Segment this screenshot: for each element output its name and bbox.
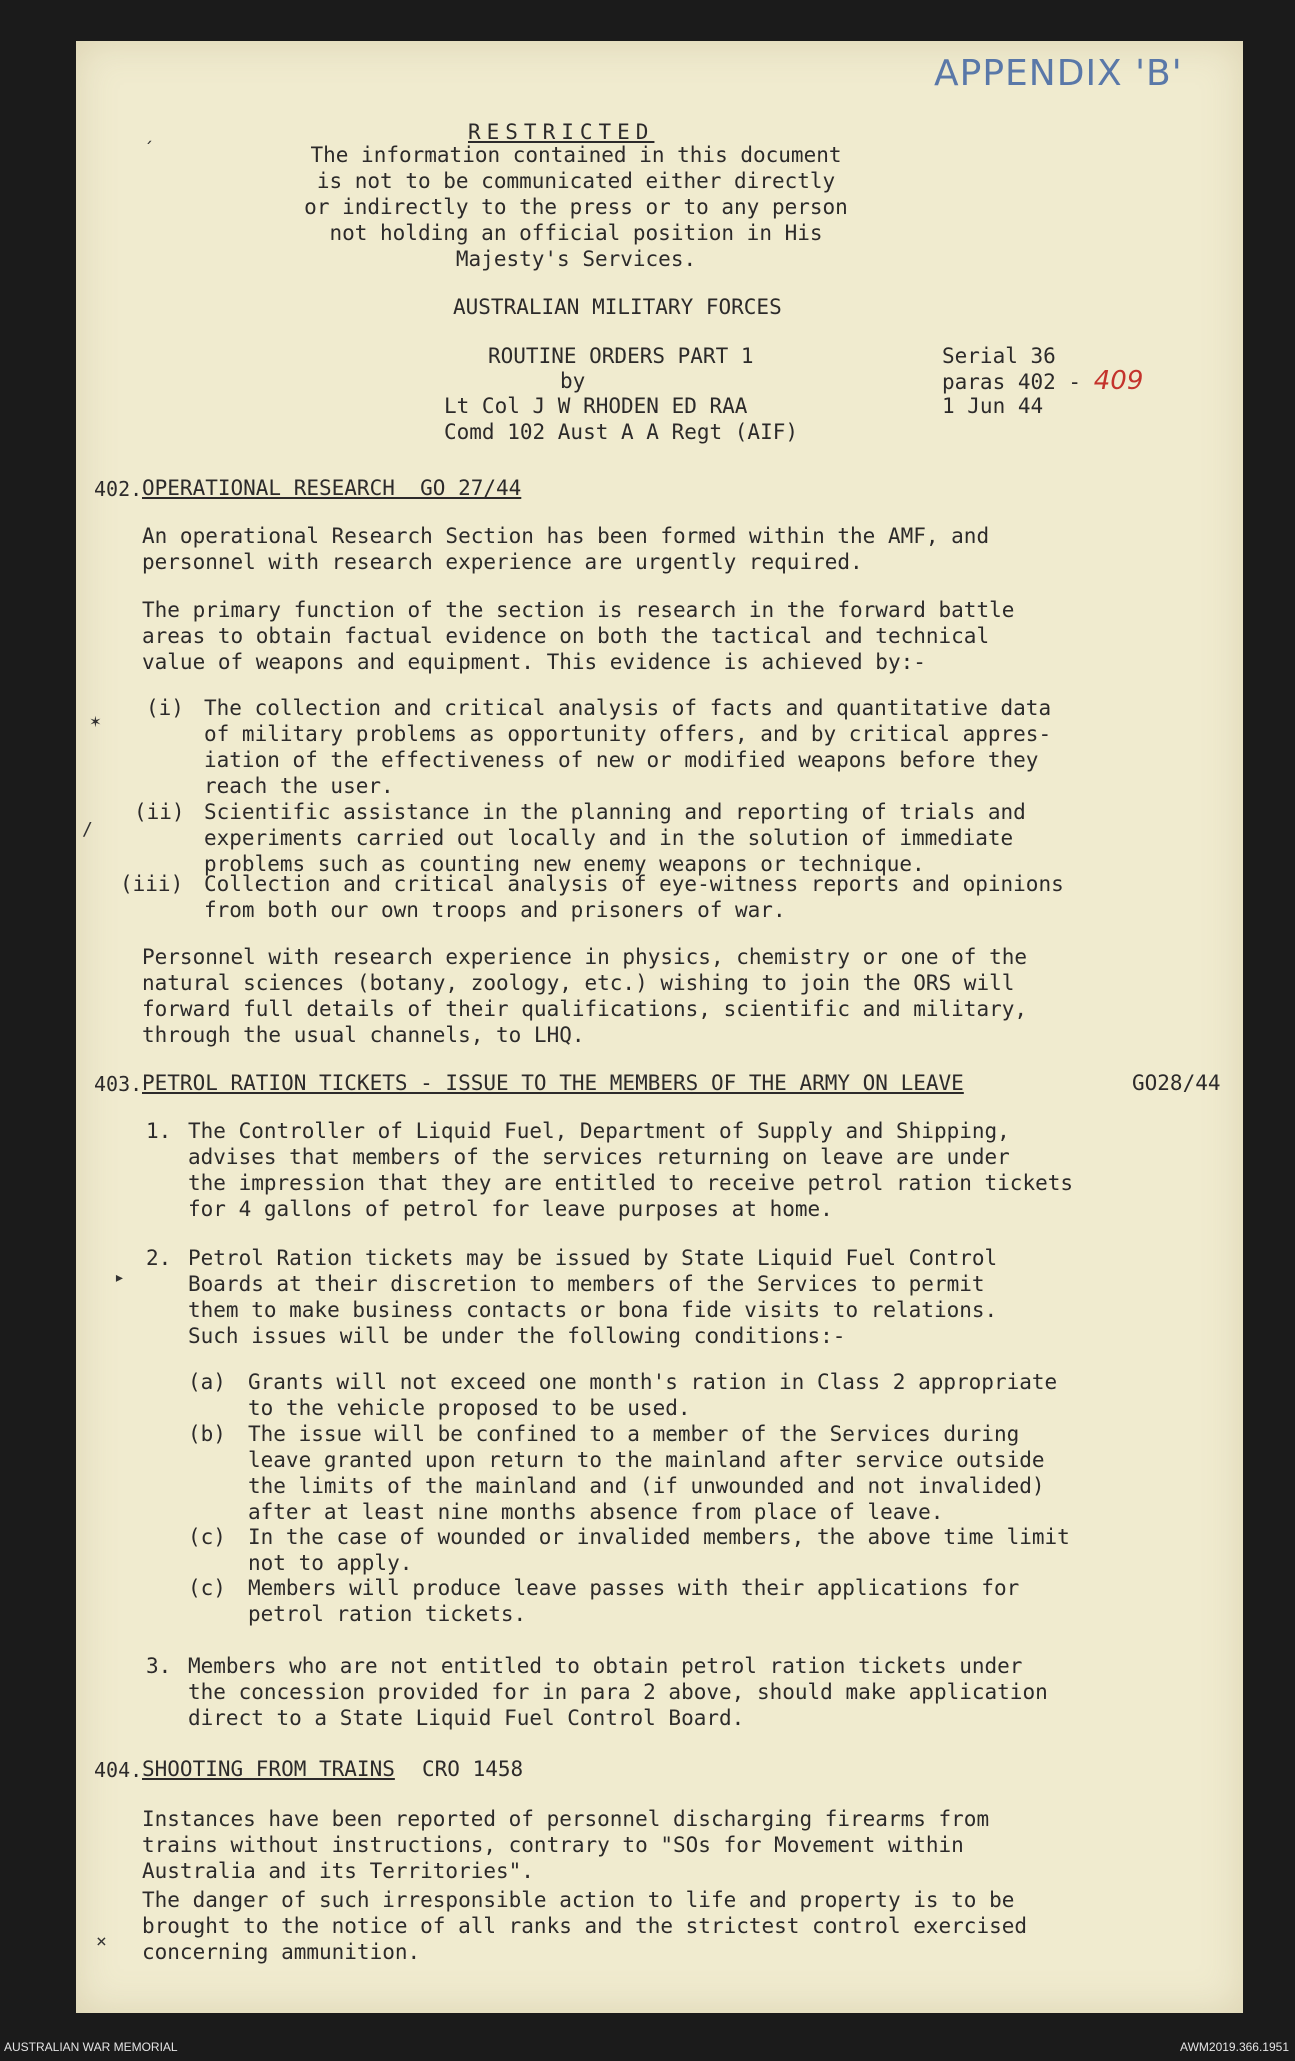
margin-mark: ×: [96, 1931, 107, 1952]
restricted-line: is not to be communicated either directly: [316, 169, 836, 193]
text-line: them to make business contacts or bona fide visits to relations.: [188, 1298, 998, 1322]
condition-d: [248, 1575, 1019, 1627]
text-line: The Controller of Liquid Fuel, Department of Supply and Shipping,: [188, 1119, 1010, 1143]
paras-typed: paras 402 -: [942, 370, 1082, 394]
text-line: from both our own troops and prisoners of war.: [204, 898, 786, 922]
condition-c: [248, 1524, 1070, 1576]
text-line: the limits of the mainland and (if unwounded and not invalided): [248, 1474, 1045, 1498]
paras-range: [942, 368, 1143, 395]
text-line: Members will produce leave passes with their applications for: [248, 1576, 1020, 1600]
margin-mark: /: [82, 819, 93, 840]
item-403-3: [188, 1653, 1048, 1731]
text-line: Such issues will be under the following conditions:-: [188, 1324, 846, 1348]
text-line: Members who are not entitled to obtain petrol ration tickets under: [188, 1654, 1023, 1678]
text-line: The issue will be confined to a member of the Services during: [248, 1422, 1020, 1446]
heading-402: OPERATIONAL RESEARCH GO 27/44: [142, 476, 522, 500]
restricted-line: or indirectly to the press or to any person: [304, 195, 848, 219]
item-number: 3.: [146, 1654, 172, 1678]
restricted-notice: [246, 142, 906, 272]
restricted-line: not holding an official position in His: [329, 221, 823, 245]
text-line: Scientific assistance in the planning and reporting of trials and: [204, 800, 1026, 824]
restricted-title: RESTRICTED: [468, 120, 655, 144]
para-number-404: 404.: [94, 1758, 143, 1782]
text-line: of military problems as opportunity offers, and by critical appres-: [204, 722, 1052, 746]
text-line: Grants will not exceed one month's ration in Class 2 appropriate: [248, 1370, 1058, 1394]
text-line: experiments carried out locally and in the solution of immediate: [204, 826, 1014, 850]
condition-letter: (c): [188, 1525, 226, 1549]
text-line: The collection and critical analysis of facts and quantitative data: [204, 696, 1052, 720]
item-403-2: [188, 1245, 997, 1349]
para-404-danger: [142, 1887, 1027, 1965]
text-line: natural sciences (botany, zoology, etc.) wishing to join the ORS will: [142, 971, 1015, 995]
appendix-annotation: APPENDIX 'B': [934, 53, 1183, 94]
text-line: reach the user.: [204, 774, 394, 798]
text-line: through the usual channels, to LHQ.: [142, 1023, 585, 1047]
text-line: petrol ration tickets.: [248, 1602, 527, 1626]
text-line: Petrol Ration tickets may be issued by State Liquid Fuel Control: [188, 1246, 998, 1270]
para-number-403: 403.: [94, 1072, 143, 1096]
footer-accession: AWM2019.366.1951: [1180, 2040, 1289, 2054]
item-402-i: [204, 695, 1051, 799]
order-date: 1 Jun 44: [942, 394, 1044, 418]
condition-letter: (b): [188, 1422, 226, 1446]
text-line: Boards at their discretion to members of the Services to permit: [188, 1272, 985, 1296]
paras-handwritten: 409: [1093, 366, 1144, 396]
org-name: AUSTRALIAN MILITARY FORCES: [453, 295, 782, 319]
para-number-402: 402.: [94, 477, 143, 501]
item-number: (ii): [134, 800, 185, 824]
item-number: 1.: [146, 1119, 172, 1143]
heading-403: PETROL RATION TICKETS - ISSUE TO THE MEMBERS OF THE ARMY ON LEAVE: [142, 1071, 964, 1095]
item-403-1: [188, 1118, 1073, 1222]
text-line: areas to obtain factual evidence on both the tactical and technical: [142, 624, 990, 648]
footer-source: AUSTRALIAN WAR MEMORIAL: [4, 2040, 178, 2054]
item-402-ii: [204, 799, 1026, 877]
text-line: leave granted upon return to the mainland after service outside: [248, 1448, 1045, 1472]
orders-title: ROUTINE ORDERS PART 1: [488, 344, 754, 368]
text-line: problems such as counting new enemy weapons or technique.: [204, 852, 925, 876]
margin-mark: ˏ: [144, 123, 155, 144]
para-402-intro: [142, 523, 989, 575]
text-line: after at least nine months absence from place of leave.: [248, 1500, 944, 1524]
text-line: for 4 gallons of petrol for leave purposes at home.: [188, 1197, 833, 1221]
margin-mark: ✶: [90, 711, 101, 732]
text-line: concerning ammunition.: [142, 1940, 421, 1964]
text-line: In the case of wounded or invalided members, the above time limit: [248, 1525, 1070, 1549]
text-line: advises that members of the services returning on leave are under: [188, 1145, 1010, 1169]
text-line: The danger of such irresponsible action to life and property is to be: [142, 1888, 1015, 1912]
text-line: An operational Research Section has been formed within the AMF, and: [142, 524, 990, 548]
text-line: to the vehicle proposed to be used.: [248, 1396, 691, 1420]
text-line: The primary function of the section is research in the forward battle: [142, 598, 1015, 622]
command-name: Comd 102 Aust A A Regt (AIF): [444, 420, 799, 444]
text-line: trains without instructions, contrary to "SOs for Movement within: [142, 1833, 964, 1857]
para-402-personnel: [142, 944, 1027, 1048]
item-number: (iii): [120, 872, 184, 896]
text-line: the impression that they are entitled to receive petrol ration tickets: [188, 1171, 1074, 1195]
heading-404: SHOOTING FROM TRAINS: [142, 1757, 395, 1781]
condition-letter: (a): [188, 1370, 226, 1394]
text-line: value of weapons and equipment. This evidence is achieved by:-: [142, 650, 926, 674]
ref-403: GO28/44: [1132, 1071, 1221, 1095]
ref-404: CRO 1458: [422, 1757, 524, 1781]
condition-letter: (c): [188, 1576, 226, 1600]
text-line: the concession provided for in para 2 above, should make application: [188, 1680, 1048, 1704]
officer-name: Lt Col J W RHODEN ED RAA: [444, 394, 748, 418]
para-404-instances: [142, 1806, 989, 1884]
document-page: [76, 41, 1243, 2013]
text-line: iation of the effectiveness of new or modified weapons before they: [204, 748, 1039, 772]
text-line: Collection and critical analysis of eye-witness reports and opinions: [204, 872, 1064, 896]
serial-number: Serial 36: [942, 344, 1056, 368]
para-402-function: [142, 597, 1014, 675]
condition-b: [248, 1421, 1045, 1525]
margin-mark: ▸: [114, 1267, 125, 1288]
restricted-line: Majesty's Services.: [455, 247, 697, 271]
text-line: forward full details of their qualifications, scientific and military,: [142, 997, 1028, 1021]
condition-a: [248, 1369, 1057, 1421]
text-line: direct to a State Liquid Fuel Control Board.: [188, 1706, 745, 1730]
orders-by: by: [560, 369, 586, 393]
text-line: Personnel with research experience in physics, chemistry or one of the: [142, 945, 1028, 969]
item-number: (i): [146, 696, 184, 720]
text-line: Australia and its Territories".: [142, 1859, 534, 1883]
text-line: not to apply.: [248, 1551, 413, 1575]
text-line: personnel with research experience are urgently required.: [142, 550, 863, 574]
item-number: 2.: [146, 1246, 172, 1270]
text-line: Instances have been reported of personnel discharging firearms from: [142, 1807, 990, 1831]
restricted-line: The information contained in this document: [310, 143, 842, 167]
text-line: brought to the notice of all ranks and the strictest control exercised: [142, 1914, 1028, 1938]
item-402-iii: [204, 871, 1064, 923]
